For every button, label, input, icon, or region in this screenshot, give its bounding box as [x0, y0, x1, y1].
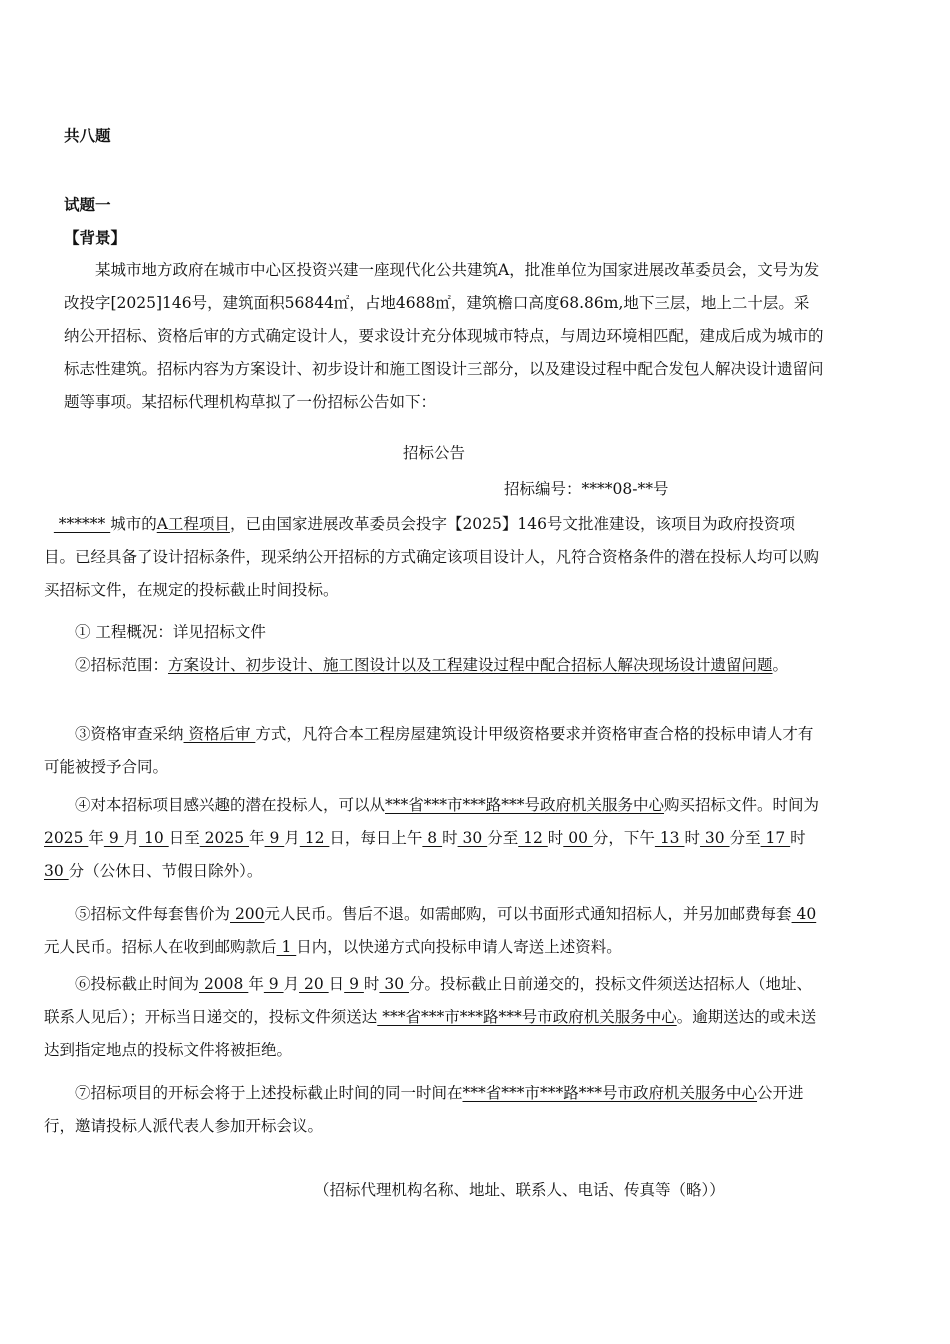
- item-7: ⑦招标项目的开标会将于上述投标截止时间的同一时间在***省***市***路***号市政府机关服务中心公开进行，邀请投标人派代表人参加开标会议。: [44, 1084, 804, 1135]
- item-4: ④对本招标项目感兴趣的潜在投标人，可以从***省***市***路***号政府机关服务中心购买招标文件。时间为 2025 年 9 月 10 日至 2025 年 9 月 12 日，每日上午 8 时 30 分至 12 时 00 分，下午 13 时 30 分至 17 时 30 分（公休日、节假日除外）。: [44, 796, 820, 880]
- item-2: ②招标范围：方案设计、初步设计、施工图设计以及工程建设过程中配合招标人解决现场设计遗留问题。: [75, 656, 789, 674]
- footer-note: （招标代理机构名称、地址、联系人、电话、传真等（略））: [314, 1181, 725, 1199]
- question-title: 试题一: [64, 196, 111, 214]
- intro-text-1: 城市的: [110, 515, 157, 533]
- item-6: ⑥投标截止时间为 2008 年 9 月 20 日 9 时 30 分。投标截止日前递交的，投标文件须送达招标人（地址、联系人见后）；开标当日递交的，投标文件须送达 ***省***市***路***号市政府机关服务中心。逾期送达的或未送达到指定地点的投标文件将被拒绝。: [44, 975, 817, 1059]
- item-3: ③资格审查采纳 资格后审 方式，凡符合本工程房屋建筑设计甲级资格要求并资格审查合格的投标申请人才有可能被授予合同。: [44, 725, 814, 776]
- notice-number: 招标编号：****08-**号: [504, 480, 669, 498]
- notice-title: 招标公告: [402, 444, 465, 462]
- item-5: ⑤招标文件每套售价为 200元人民币。售后不退。如需邮购，可以书面形式通知招标人，并另加邮费每套 40元人民币。招标人在收到邮购款后 1 日内，以快递方式向投标申请人寄送上述资料。: [44, 905, 817, 956]
- notice-intro: [44, 508, 824, 607]
- project-blank: A工程项目: [156, 515, 230, 533]
- city-blank: ******: [53, 515, 111, 533]
- background-label: 【背景】: [64, 229, 127, 247]
- intro-text-2: ，已由国家进展改革委员会投字【2025】146号文批准建设，该项目为政府投资项目。已经具备了设计招标条件，现采纳公开招标的方式确定该项目设计人，凡符合资格条件的潜在投标人均可以购买招标文件，在规定的投标截止时间投标。: [44, 515, 820, 599]
- item-1: ① 工程概况：详见招标文件: [75, 623, 266, 641]
- background-paragraph: 某城市地方政府在城市中心区投资兴建一座现代化公共建筑A，批准单位为国家进展改革委员会，文号为发改投字[2025]146号，建筑面积56844㎡，占地4688㎡，建筑檐口高度68.86m,地下三层，地上二十层。采纳公开招标、资格后审的方式确定设计人，要求设计充分体现城市特点，与周边环境相匹配，建成后成为城市的标志性建筑。招标内容为方案设计、初步设计和施工图设计三部分，以及建设过程中配合发包人解决设计遗留问题等事项。某招标代理机构草拟了一份招标公告如下：: [64, 261, 824, 411]
- total-heading: 共八题: [64, 127, 111, 145]
